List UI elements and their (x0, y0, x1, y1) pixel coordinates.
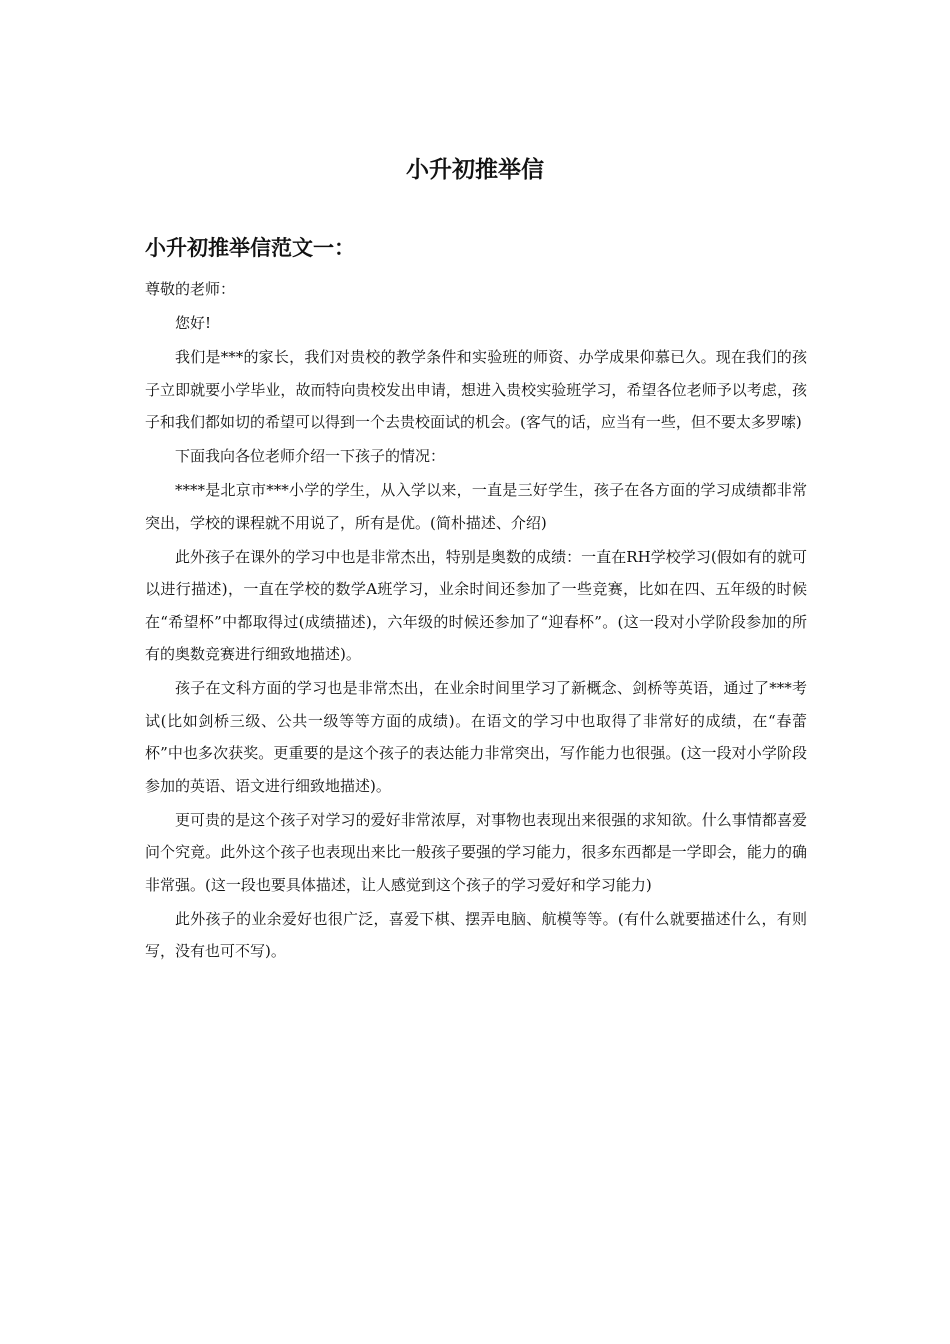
paragraph-learning-ability: 更可贵的是这个孩子对学习的爱好非常浓厚，对事物也表现出来很强的求知欲。什么事情都喜爱问个究竟。此外这个孩子也表现出来比一般孩子要强的学习能力，很多东西都是一学即会，能力的确非常强。(这一段也要具体描述，让人感觉到这个孩子的学习爱好和学习能力) (145, 810, 807, 894)
paragraph-language-achievements: 孩子在文科方面的学习也是非常杰出，在业余时间里学习了新概念、剑桥等英语，通过了***考试(比如剑桥三级、公共一级等等方面的成绩)。在语文的学习中也取得了非常好的成绩，在“春蕾杯”中也多次获奖。更重要的是这个孩子的表达能力非常突出，写作能力也很强。(这一段对小学阶段参加的英语、语文进行细致地描述)。 (145, 679, 807, 795)
paragraph-school-record: ****是北京市***小学的学生，从入学以来，一直是三好学生，孩子在各方面的学习成绩都非常突出，学校的课程就不用说了，所有是优。(简朴描述、介绍) (145, 481, 807, 532)
paragraph-hobbies: 此外孩子的业余爱好也很广泛，喜爱下棋、摆弄电脑、航模等等。(有什么就要描述什么，有则写，没有也可不写)。 (145, 909, 807, 960)
paragraph-introduction: 我们是***的家长，我们对贵校的教学条件和实验班的师资、办学成果仰慕已久。现在我们的孩子立即就要小学毕业，故而特向贵校发出申请，想进入贵校实验班学习，希望各位老师予以考虑，孩子和我们都如切的希望可以得到一个去贵校面试的机会。(客气的话，应当有一些，但不要太多罗嗦) (145, 348, 807, 431)
section-heading: 小升初推举信范文一： (145, 236, 355, 260)
salutation: 尊敬的老师： (145, 280, 236, 298)
letter-body (145, 273, 807, 969)
paragraph-transition: 下面我向各位老师介绍一下孩子的情况： (175, 447, 446, 465)
paragraph-greeting: 您好! (175, 314, 212, 332)
document-title: 小升初推举信 (406, 157, 544, 183)
paragraph-math-achievements: 此外孩子在课外的学习中也是非常杰出，特别是奥数的成绩：一直在RH学校学习(假如有的就可以进行描述)，一直在学校的数学A班学习，业余时间还参加了一些竞赛，比如在四、五年级的时候在“希望杯”中都取得过(成绩描述)，六年级的时候还参加了“迎春杯”。(这一段对小学阶段参加的所有的奥数竞赛进行细致地描述)。 (145, 547, 807, 663)
